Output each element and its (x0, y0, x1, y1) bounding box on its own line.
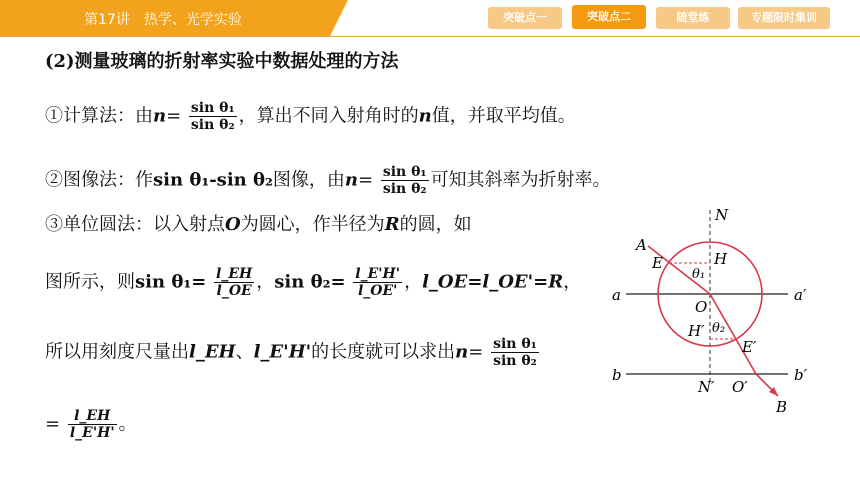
label-N: N (715, 206, 729, 224)
fraction-numerator: l_EH (216, 266, 253, 282)
var-n: n (418, 105, 432, 127)
method-1-prefix: ①计算法：由 (45, 105, 153, 127)
label-H: H (714, 250, 728, 268)
length-lEpHp: l_E'H' (253, 341, 312, 363)
equals: = (358, 169, 374, 191)
label-A: A (636, 236, 647, 254)
fraction-sin-ratio (189, 100, 237, 133)
fraction-denominator: sin θ₂ (382, 181, 427, 198)
tab-class-practice[interactable]: 随堂练 (656, 7, 730, 29)
method-3-text-e: 所以用刻度尺量出 (45, 341, 189, 363)
var-n: n (153, 105, 167, 127)
method-3-line-2 (45, 266, 581, 299)
method-3-text-d: 图所示，则 (45, 271, 135, 293)
fraction-sin-ratio (381, 164, 429, 197)
method-3-text-a: ③单位圆法：以入射点 (45, 214, 225, 235)
label-E: E (652, 254, 663, 272)
length-equality: l_OE=l_OE'=R (422, 271, 564, 293)
enum-comma: 、 (235, 341, 254, 363)
equals: = (45, 413, 61, 435)
label-a: a (612, 286, 621, 304)
fraction-numerator: sin θ₁ (382, 164, 427, 180)
label-a-prime: a′ (794, 286, 807, 304)
fraction-denominator: sin θ₂ (190, 117, 235, 134)
method-1-suffix: 值，并取平均值。 (431, 105, 576, 127)
section-heading: (2)测量玻璃的折射率实验中数据处理的方法 (45, 51, 399, 72)
label-O-prime: O′ (732, 378, 748, 396)
fraction-lEH-lEpHp (68, 408, 117, 441)
period: 。 (118, 413, 137, 435)
comma: ， (563, 271, 582, 293)
label-b: b (612, 366, 622, 384)
length-lEH: l_EH (189, 341, 236, 363)
sin-expression: sin θ₁-sin θ₂ (153, 169, 273, 191)
separator: ， (256, 271, 275, 293)
point-O: O (225, 214, 241, 235)
top-bar (0, 0, 860, 36)
sin-theta2: sin θ₂= (274, 271, 346, 293)
radius-R: R (384, 214, 400, 235)
method-2-suffix: 可知其斜率为折射率。 (430, 169, 611, 191)
method-3-line-1 (45, 216, 472, 234)
label-B: B (776, 398, 788, 416)
label-O: O (695, 298, 708, 316)
method-2-line (45, 164, 611, 197)
header-divider (0, 36, 860, 37)
fraction-numerator: l_EH (68, 408, 117, 425)
fraction-denominator: l_OE' (357, 283, 398, 300)
method-1-line (45, 100, 576, 133)
lecture-topic: 热学、光学实验 (143, 12, 242, 28)
method-3-text-c: 的圆，如 (399, 214, 472, 235)
fraction-denominator: l_E'H' (69, 425, 115, 442)
var-n: n (455, 341, 469, 363)
label-b-prime: b′ (794, 366, 808, 384)
fraction-numerator: sin θ₁ (493, 336, 537, 352)
fraction-lEH-lOE (214, 266, 254, 299)
label-H-prime: H′ (688, 322, 705, 340)
equals: = (166, 105, 182, 127)
sin-theta1: sin θ₁= (135, 271, 207, 293)
var-n: n (344, 169, 358, 191)
tab-timed-training[interactable]: 专题限时集训 (738, 7, 830, 29)
method-3-line-4 (45, 408, 137, 441)
method-2-mid: 图像，由 (272, 169, 345, 191)
fraction-lEpHp-lOEp (353, 266, 402, 299)
fraction-denominator: l_OE (216, 283, 252, 300)
method-2-prefix: ②图像法：作 (45, 169, 153, 191)
title-bar-tip (330, 0, 348, 36)
fraction-numerator: l_E'H' (355, 266, 401, 282)
tab-breakthrough-2[interactable]: 突破点二 (572, 5, 646, 29)
fraction-numerator: sin θ₁ (190, 100, 235, 116)
unit-circle-diagram (606, 206, 826, 418)
fraction-sin-ratio (491, 336, 539, 369)
label-E-prime: E′ (742, 338, 757, 356)
tab-breakthrough-1[interactable]: 突破点一 (488, 7, 562, 29)
lecture-number: 第17讲 (84, 12, 130, 28)
method-3-line-3 (45, 336, 541, 369)
method-3-text-b: 为圆心，作半径为 (240, 214, 385, 235)
method-1-mid: ，算出不同入射角时的 (238, 105, 419, 127)
fraction-denominator: sin θ₂ (493, 353, 537, 370)
comma: ， (404, 271, 423, 293)
label-theta1: θ₁ (692, 267, 706, 282)
label-theta2: θ₂ (712, 321, 726, 336)
equals: = (468, 341, 484, 363)
label-N-prime: N′ (698, 378, 715, 396)
method-3-text-f: 的长度就可以求出 (311, 341, 456, 363)
lecture-title (84, 9, 256, 29)
